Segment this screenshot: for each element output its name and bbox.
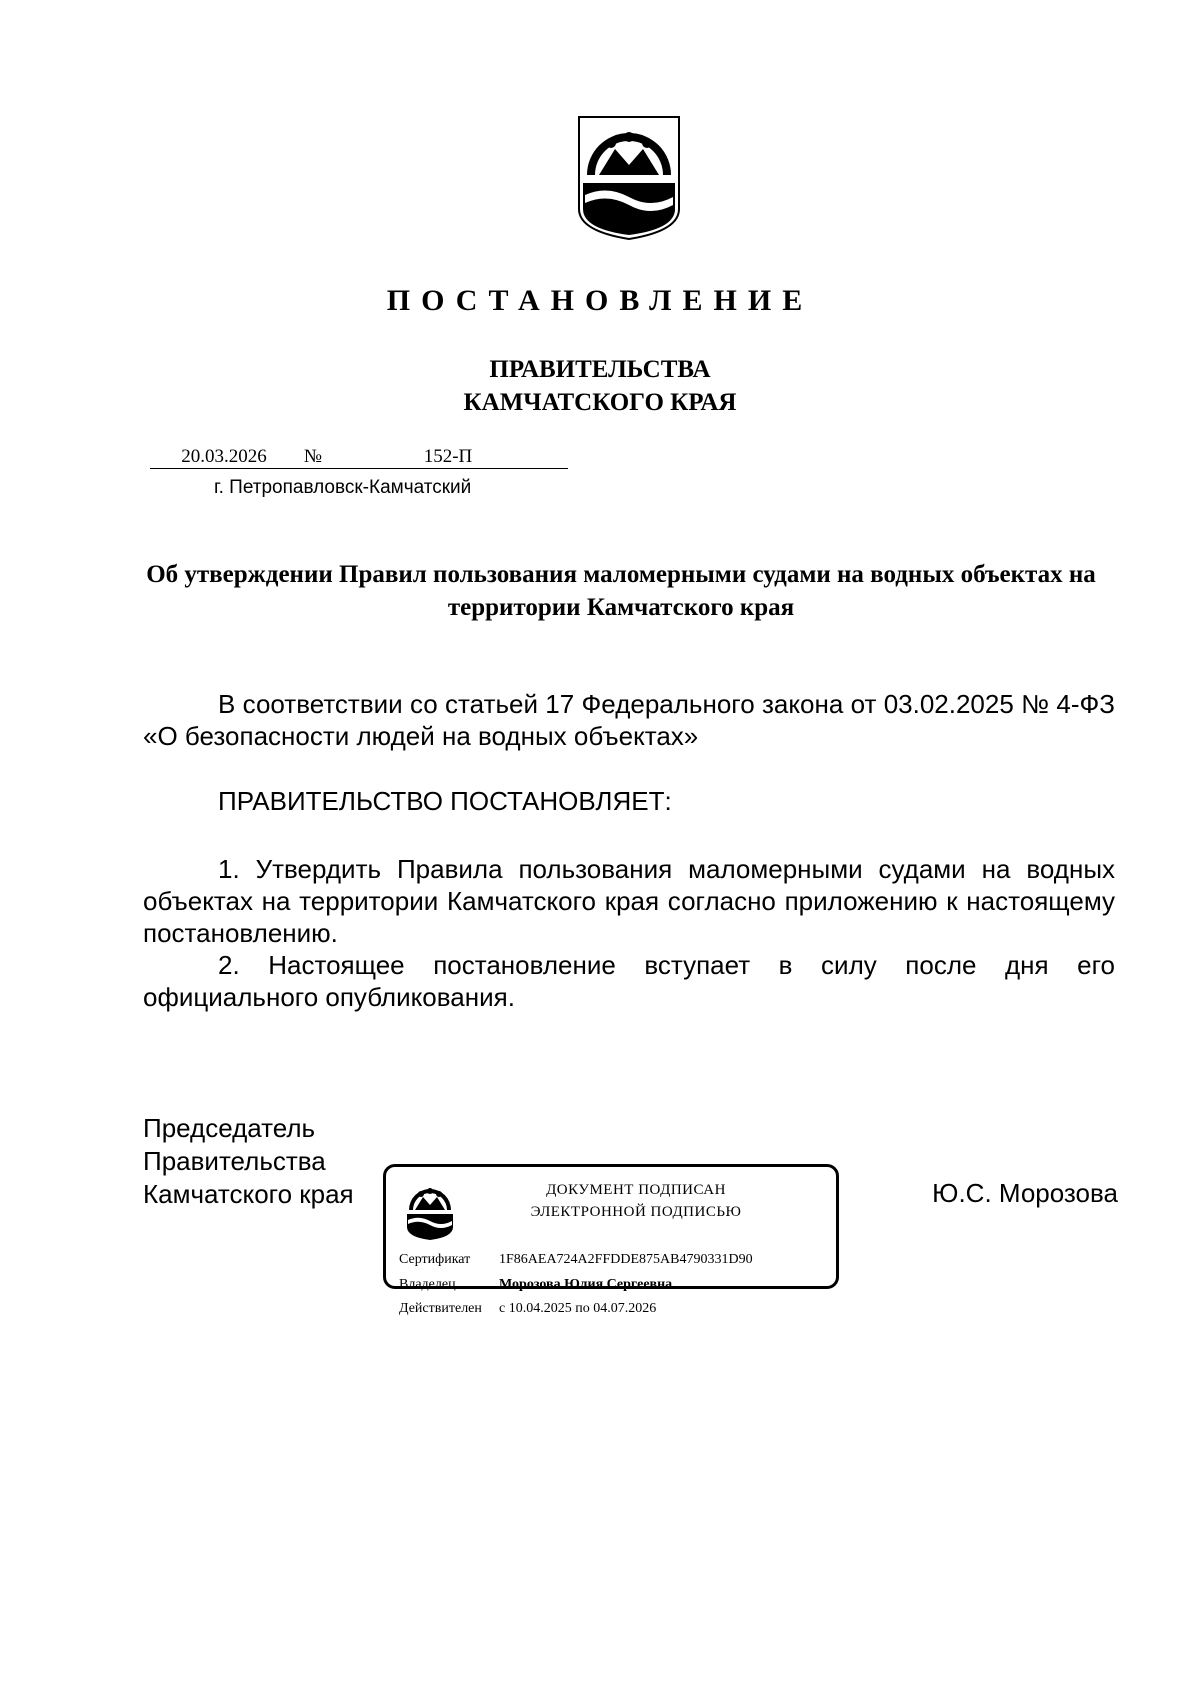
preamble-text: В соответствии со статьей 17 Федерального закона от 03.02.2025 № 4-ФЗ «О безопасности людей на водных объектах» (143, 689, 1115, 751)
electronic-signature-stamp (383, 1164, 839, 1316)
decree-item: 1. Утвердить Правила пользования маломерными судами на водных объектах на территории Камчатского края согласно приложению к настоящему постановлению. (143, 854, 1115, 948)
document-date-number (150, 446, 568, 469)
coat-of-arms-icon (575, 113, 683, 241)
document-type-title: ПОСТАНОВЛЕНИЕ (386, 284, 814, 317)
authority-line: ПРАВИТЕЛЬСТВА (489, 356, 711, 383)
stamp-title-line: ДОКУМЕНТ ПОДПИСАН (546, 1182, 726, 1198)
position-line: Правительства (143, 1146, 326, 1176)
issuing-authority (0, 353, 1200, 419)
document-subject: Об утверждении Правил пользования маломерными судами на водных объектах на территории Камчатского края (146, 561, 1096, 621)
owner-value: Морозова Юлия Сергеевна (499, 1277, 673, 1292)
signatory-position (143, 1112, 354, 1211)
decree-heading: ПРАВИТЕЛЬСТВО ПОСТАНОВЛЯЕТ: (218, 786, 672, 816)
signatory-name: Ю.С. Морозова (932, 1178, 1118, 1208)
number-sign: № (298, 446, 328, 469)
position-line: Камчатского края (143, 1179, 354, 1209)
authority-line: КАМЧАТСКОГО КРАЯ (463, 389, 737, 416)
owner-row (399, 1277, 673, 1293)
certificate-label: Сертификат (399, 1252, 471, 1267)
stamp-title-line: ЭЛЕКТРОННОЙ ПОДПИСЬЮ (530, 1204, 742, 1220)
validity-label: Действителен (399, 1301, 482, 1316)
issuing-city: г. Петропавловск-Камчатский (214, 477, 472, 498)
validity-value: с 10.04.2025 по 04.07.2026 (499, 1301, 657, 1316)
stamp-title (496, 1179, 776, 1223)
document-date: 20.03.2026 (150, 446, 298, 469)
certificate-value: 1F86AEA724A2FFDDE875AB4790331D90 (499, 1252, 753, 1267)
decree-items (143, 853, 1115, 1013)
decree-item: 2. Настоящее постановление вступает в силу после дня его официального опубликования. (143, 950, 1115, 1012)
preamble (143, 688, 1115, 752)
coat-of-arms-icon (403, 1179, 457, 1243)
certificate-row (399, 1252, 753, 1268)
document-number: 152-П (328, 446, 568, 469)
position-line: Председатель (143, 1113, 316, 1143)
validity-row (399, 1301, 657, 1317)
owner-label: Владелец (399, 1277, 456, 1292)
